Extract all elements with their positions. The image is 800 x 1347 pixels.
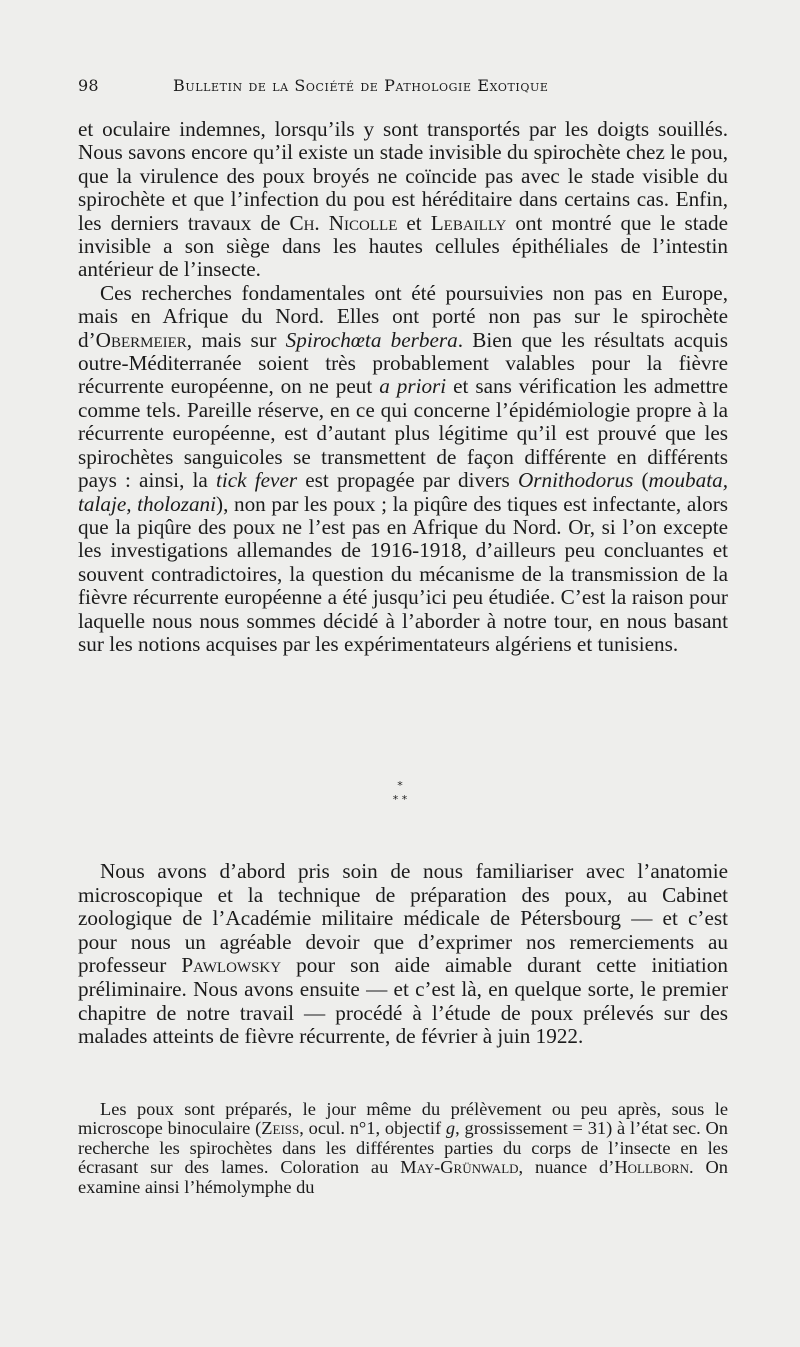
- author-name: Pawlowsky: [181, 953, 282, 978]
- text-fragment: (: [633, 468, 649, 493]
- paragraph-2: [78, 282, 728, 657]
- species-name: Spirochœta berbera: [285, 327, 458, 352]
- brand-name: Zeiss: [261, 1118, 300, 1139]
- text-fragment: , mais sur: [186, 327, 286, 352]
- text-fragment: ), non par les poux ; la piqûre des tiques est infectante, alors que la piqûre des poux ne l’est pas en Afrique du Nord. Or, si l’on excepte les investigations allemandes de 1916-1918, d’ailleurs peu concluantes et souvent contradictoires, la question du mécanisme de la transmission de la fièvre récurrente européenne a été jusqu’ici peu étudiée. C’est la raison pour laquelle nous nous sommes décidé à l’aborder à notre tour, en nous basant sur les notions acquises par les expérimentateurs algériens et tunisiens.: [78, 491, 729, 656]
- author-name: Hollborn: [614, 1157, 690, 1178]
- separator-star-top: *: [397, 779, 403, 792]
- section-separator: [370, 779, 430, 807]
- text-fragment: , grossissement = 31) à l’état sec. On recherche les spirochètes dans les différentes parties du corps de l’insecte en les écrasant sur des lames. Coloration au: [78, 1118, 729, 1178]
- objective-letter: g: [445, 1118, 456, 1139]
- running-header: [78, 76, 730, 102]
- species-list: moubata, talaje, tholozani: [78, 468, 728, 516]
- text-fragment: ont montré que le stade invisible a son siège dans les hautes cellules épithéliales de l’intestin antérieur de l’insecte.: [78, 210, 728, 282]
- journal-title: Bulletin de la Société de Pathologie Exotique: [173, 76, 549, 95]
- disease-name: tick fever: [216, 468, 298, 493]
- author-name: Obermeier: [95, 327, 187, 352]
- paragraph-4: [78, 1100, 728, 1197]
- genus-name: Ornithodorus: [517, 468, 634, 493]
- text-fragment: , nuance d’: [518, 1157, 615, 1178]
- text-fragment: et: [397, 210, 431, 235]
- paragraph-1: [78, 118, 728, 282]
- body-text-section-2: [78, 860, 728, 1049]
- text-fragment: Nous avons d’abord pris soin de nous familiariser avec l’anatomie microscopique et la technique de préparation des poux, au Cabinet zoologique de l’Académie militaire médicale de Pétersbourg — et c’est pour nous un agréable devoir que d’exprimer nos remerciements au professeur: [78, 859, 728, 978]
- paragraph-3: [78, 860, 728, 1049]
- body-text-small-print: [78, 1100, 728, 1197]
- latin-phrase: a priori: [379, 374, 447, 399]
- text-fragment: , ocul. n°1, objectif: [299, 1118, 446, 1139]
- text-fragment: . Bien que les résultats acquis outre-Méditerranée soient très probablement valables pour la fièvre récurrente européenne, on ne peut: [78, 327, 728, 399]
- text-fragment: . On examine ainsi l’hémolymphe du: [78, 1157, 728, 1197]
- stain-name: May-Grünwald: [400, 1157, 519, 1178]
- separator-stars-bottom: * *: [392, 793, 408, 806]
- author-name: Lebailly: [430, 210, 507, 235]
- text-fragment: Les poux sont préparés, le jour même du prélèvement ou peu après, sous le microscope binoculaire (: [78, 1099, 728, 1139]
- text-fragment: Ces recherches fondamentales ont été poursuivies non pas en Europe, mais en Afrique du Nord. Elles ont porté non pas sur le spirochète d’: [78, 280, 728, 352]
- text-fragment: pour son aide aimable durant cette initiation préliminaire. Nous avons ensuite — et c’est là, en quelque sorte, le premier chapitre de notre travail — procédé à l’étude de poux prélevés sur des malades atteints de fièvre récurrente, de février à juin 1922.: [78, 953, 728, 1049]
- author-name: Ch. Nicolle: [289, 210, 398, 235]
- text-fragment: et sans vérification les admettre comme tels. Pareille réserve, en ce qui concerne l’épidémiologie propre à la récurrente européenne, est d’autant plus légitime qu’il est prouvé que les spirochètes sanguicoles se transmettent de façon différente en différents pays : ainsi, la: [78, 374, 728, 493]
- paragraph-1-text: et oculaire indemnes, lorsqu’ils y sont transportés par les doigts souillés. Nous savons encore qu’il existe un stade invisible du spirochète chez le pou, que la virulence des poux broyés ne coïncide pas avec le stade visible du spirochète et que l’infection du pou est héréditaire dans certains cas. Enfin, les derniers travaux de: [78, 117, 728, 235]
- text-fragment: est propagée par divers: [297, 468, 518, 493]
- body-text-section-1: [78, 118, 728, 656]
- page-number: 98: [78, 76, 99, 95]
